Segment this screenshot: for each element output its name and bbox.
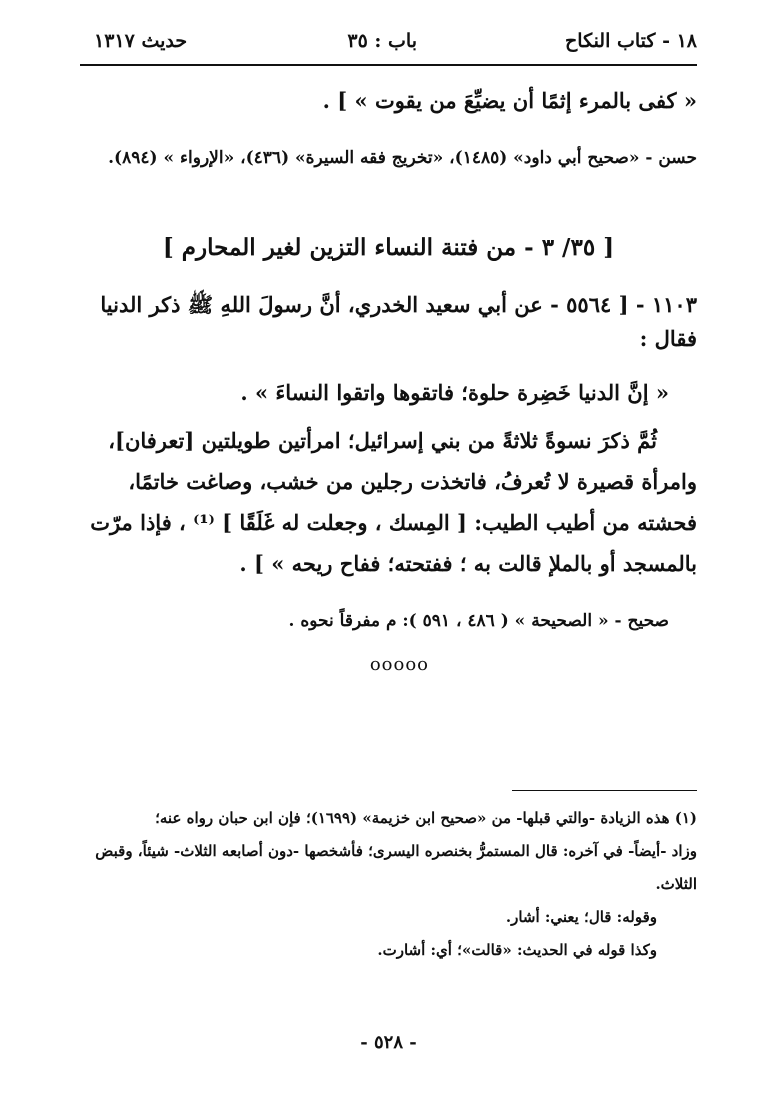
footnotes — [80, 802, 697, 967]
hadith-grading: حسن - «صحيح أبي داود» (١٤٨٥)، «تخريج فقه السيرة» (٤٣٦)، «الإرواء » (٨٩٤). — [108, 148, 697, 168]
hadith-intro-line: فقال : — [639, 326, 697, 351]
book-page — [80, 22, 697, 1082]
hadith-body-line: وامرأة قصيرة لا تُعرفُ، فاتخذت رجلين من خشب، وصاغت خاتمًا، — [128, 469, 697, 494]
hadith-body-line: ثُمَّ ذكرَ نسوةً ثلاثةً من بني إسرائيل؛ امرأتين طويلتين [تعرفان]، — [108, 428, 657, 453]
hadith-label: حديث — [141, 30, 188, 52]
footnote-line: وكذا قوله في الحديث: «قالت»؛ أي: أشارت. — [377, 941, 657, 959]
hadith-body-line: فحشته من أطيب الطيب: [ المِسك ، وجعلت له غَلَقًا ] ⁽¹⁾ ، فإذا مرّت — [90, 510, 697, 535]
hadith-body-line: بالمسجد أو بالملإ قالت به ؛ ففتحته؛ ففاح ريحه » ] . — [239, 551, 697, 576]
hadith-body — [80, 420, 697, 584]
footnote-line: وزاد -أيضاً- في آخره: قال المستمرُّ بخنصره اليسرى؛ فأشخصها -دون أصابعه الثلاث- شيئاً، وقبض — [95, 842, 697, 860]
running-header — [80, 30, 697, 56]
footnote-divider — [512, 790, 697, 791]
footnote-line: الثلاث. — [655, 875, 697, 893]
hadith-reference — [80, 30, 187, 52]
section-title: [ ٣٥/ ٣ - من فتنة النساء التزين لغير المحارم ] — [162, 234, 615, 261]
continued-quote: « كفى بالمرء إثمًا أن يضيِّعَ من يقوت » ] . — [322, 88, 697, 113]
hadith-grading: صحيح - « الصحيحة » ( ٤٨٦ ، ٥٩١ ): م مفرقاً نحوه . — [288, 611, 669, 631]
section-ornament: ooooo — [369, 654, 429, 675]
book-title: ١٨ - كتاب النكاح — [565, 30, 697, 52]
footnote-line: وقوله: قال؛ يعني: أشار. — [505, 908, 657, 926]
header-divider — [80, 64, 697, 66]
prophetic-quote: « إنَّ الدنيا خَضِرة حلوة؛ فاتقوها واتقوا النساءَ » . — [240, 380, 669, 405]
page-number: - ٥٢٨ - — [360, 1032, 417, 1053]
chapter-label: باب : ٣٥ — [347, 30, 417, 52]
hadith-intro-line: ١١٠٣ - [ ٥٥٦٤ - عن أبي سعيد الخدري، أنَّ رسولَ اللهِ ﷺ ذكر الدنيا — [100, 292, 697, 317]
hadith-number: ١٣١٧ — [94, 30, 135, 52]
footnote-line: (١) هذه الزيادة -والتي قبلها- من «صحيح ابن خزيمة» (١٦٩٩)؛ فإن ابن حبان رواه عنه؛ — [155, 809, 697, 827]
hadith-intro — [80, 288, 697, 356]
